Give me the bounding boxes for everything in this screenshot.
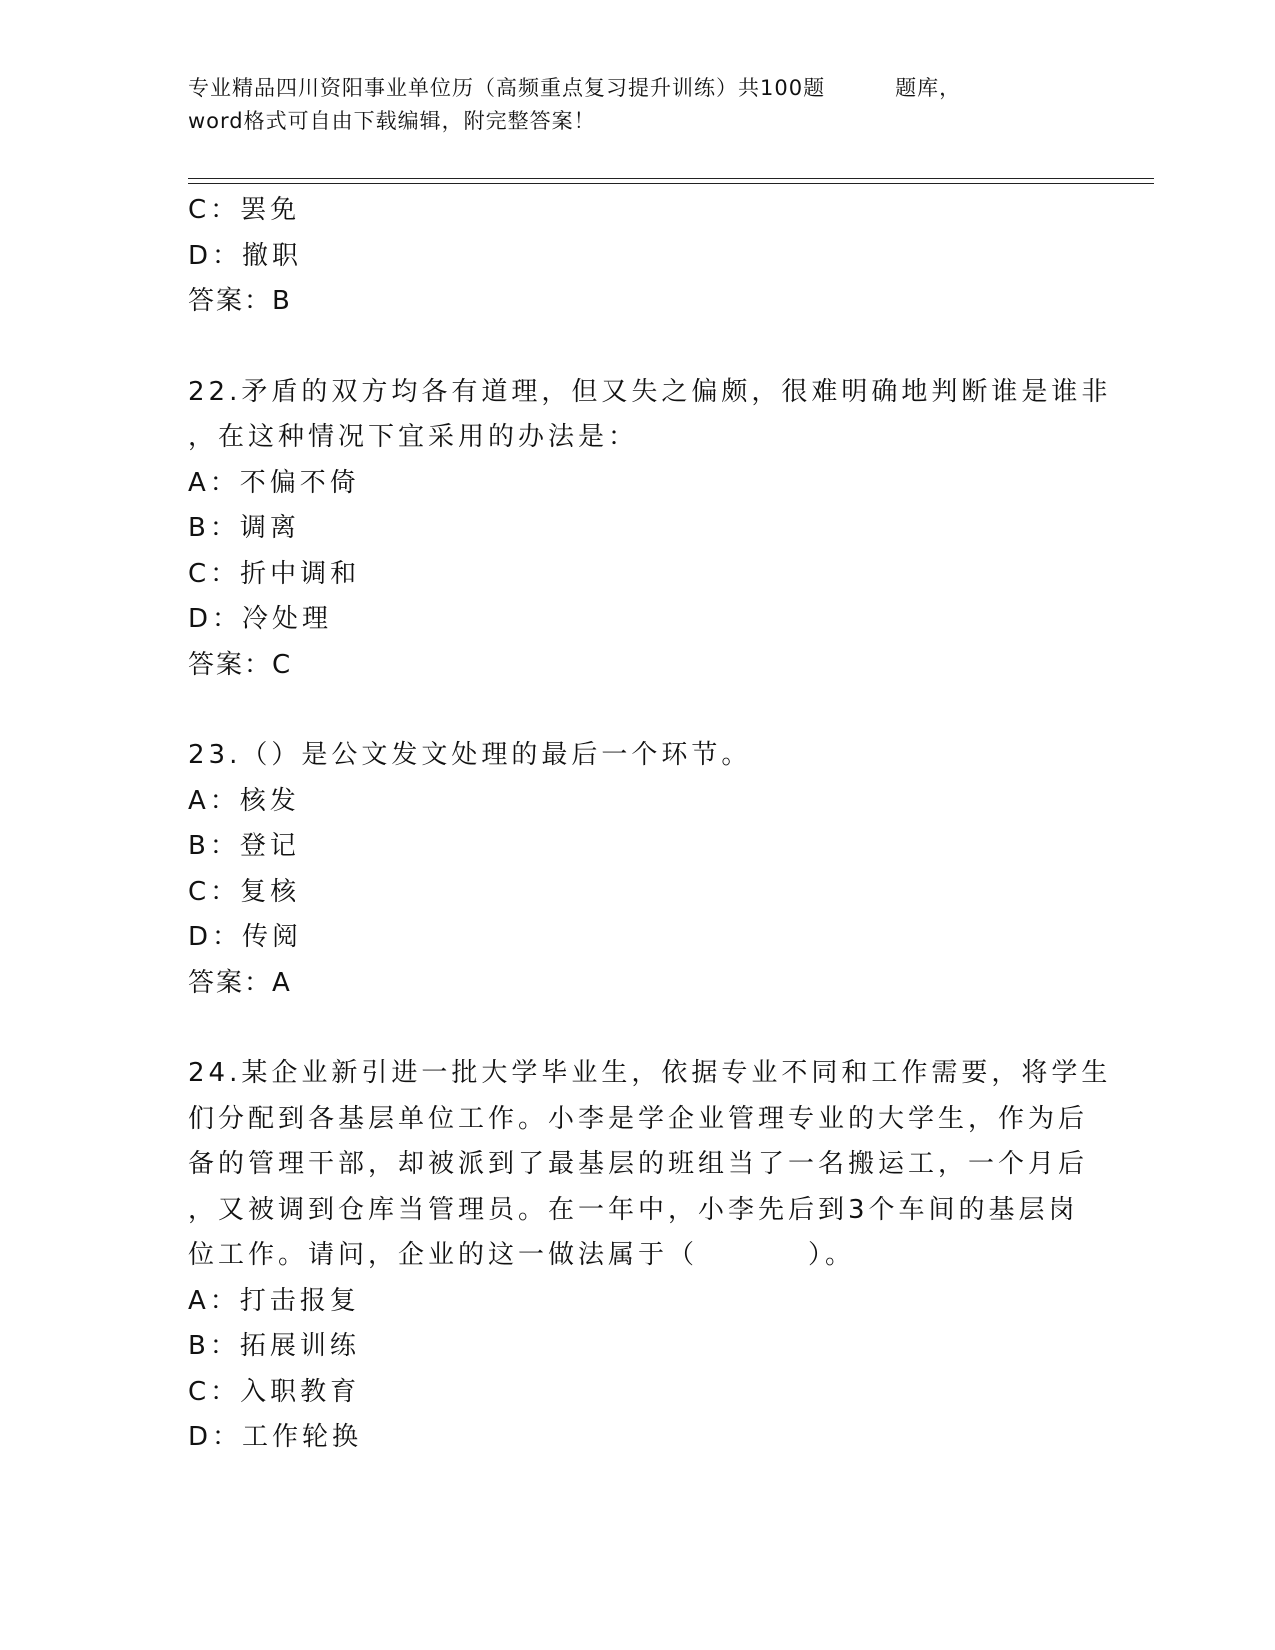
option: D：传阅 bbox=[188, 922, 303, 952]
answer: 答案：A bbox=[188, 967, 292, 998]
option: A：不偏不倚 bbox=[188, 467, 360, 498]
header-title: 专业精品四川资阳事业单位历（高频重点复习提升训练）共100题 bbox=[188, 76, 826, 100]
header-line-2: word格式可自由下载编辑，附完整答案！ bbox=[188, 109, 596, 133]
option: B：调离 bbox=[188, 513, 300, 543]
question-text-start: 位工作。请问，企业的这一做法属于（ bbox=[188, 1240, 699, 1270]
option: A：核发 bbox=[188, 785, 300, 816]
question-text: ，又被调到仓库当管理员。在一年中，小李先后到3个车间的基层岗 bbox=[188, 1194, 1079, 1225]
question-text: 备的管理干部，却被派到了最基层的班组当了一名搬运工，一个月后 bbox=[188, 1149, 1089, 1179]
prev-question bbox=[188, 188, 1088, 325]
question-text: 们分配到各基层单位工作。小李是学企业管理专业的大学生，作为后 bbox=[188, 1103, 1089, 1134]
option: B：登记 bbox=[188, 831, 300, 861]
header-line-1 bbox=[188, 72, 1068, 105]
option: B：拓展训练 bbox=[188, 1331, 360, 1361]
option: C：复核 bbox=[188, 876, 301, 907]
document-content bbox=[188, 188, 1112, 1461]
option: D：冷处理 bbox=[188, 604, 333, 634]
option: C：折中调和 bbox=[188, 558, 361, 589]
option: C：入职教育 bbox=[188, 1376, 361, 1407]
question-text: 22.矛盾的双方均各有道理，但又失之偏颇，很难明确地判断谁是谁非 bbox=[188, 376, 1112, 407]
option: D：撤职 bbox=[188, 240, 303, 271]
spacer bbox=[188, 1006, 1088, 1051]
question-23 bbox=[188, 733, 1088, 1006]
question-text-last bbox=[188, 1233, 1088, 1279]
question-text: 24.某企业新引进一批大学毕业生，依据专业不同和工作需要，将学生 bbox=[188, 1058, 1112, 1088]
question-text-end: ）。 bbox=[808, 1240, 856, 1270]
header-rule bbox=[188, 178, 1154, 184]
question-24 bbox=[188, 1051, 1112, 1461]
page-header bbox=[188, 72, 1068, 138]
question-text: 23.（）是公文发文处理的最后一个环节。 bbox=[188, 740, 752, 770]
answer: 答案：B bbox=[188, 286, 292, 316]
spacer bbox=[188, 325, 1088, 370]
option: D：工作轮换 bbox=[188, 1422, 363, 1452]
spacer bbox=[188, 688, 1088, 733]
option: C：罢免 bbox=[188, 195, 301, 225]
header-title-suffix: 题库， bbox=[895, 76, 962, 100]
question-text: ，在这种情况下宜采用的办法是： bbox=[188, 422, 639, 452]
option: A：打击报复 bbox=[188, 1285, 360, 1316]
answer: 答案：C bbox=[188, 649, 293, 680]
question-22 bbox=[188, 370, 1112, 689]
